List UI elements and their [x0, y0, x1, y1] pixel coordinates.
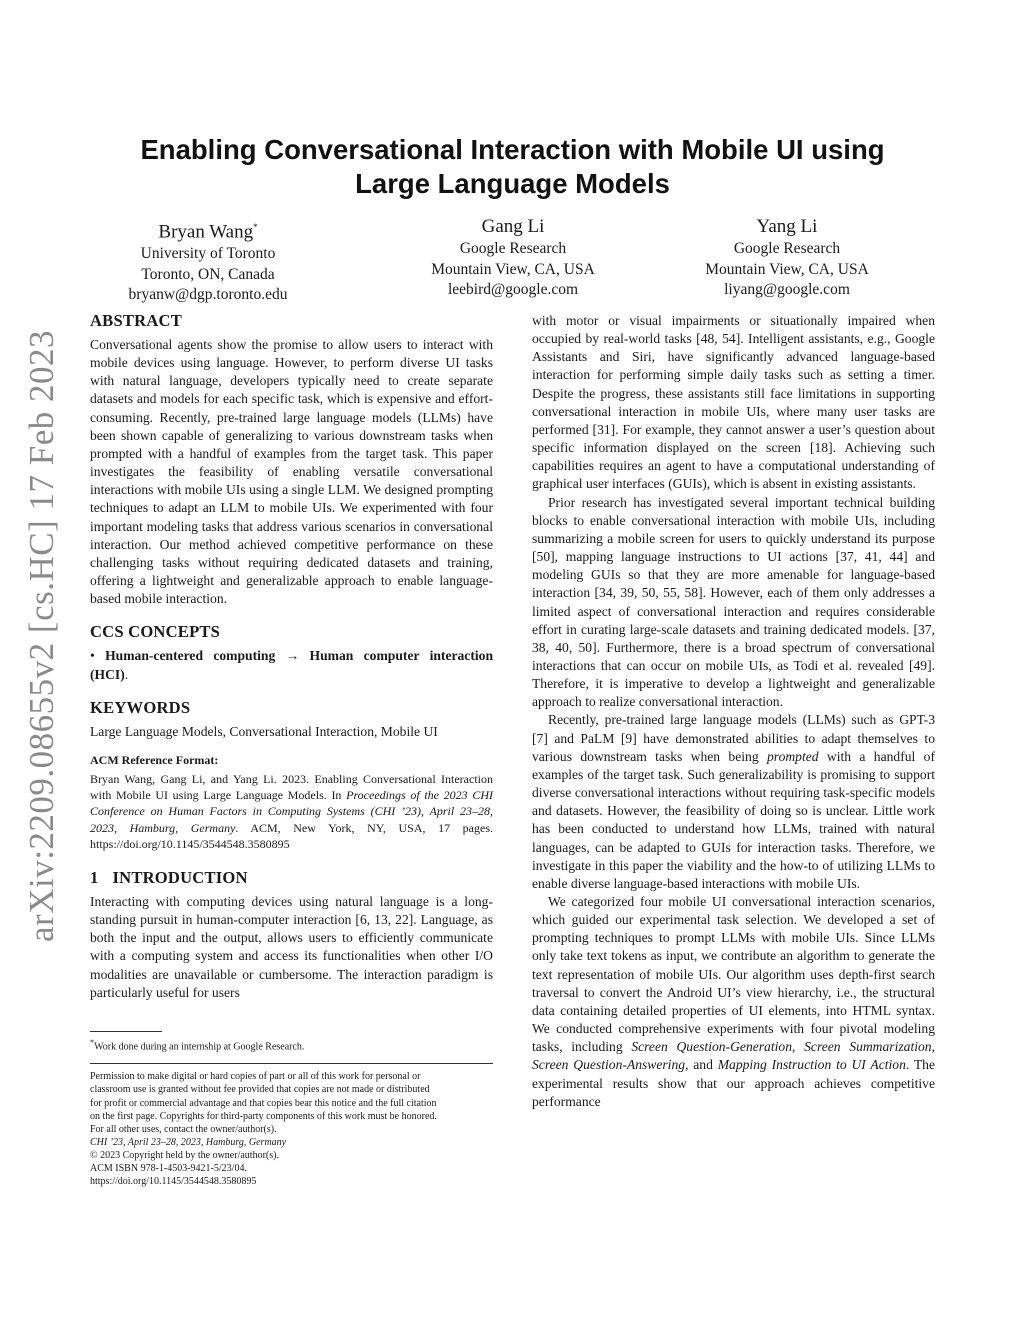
permission-line: classroom use is granted without fee provided that copies are not made or distributed: [90, 1084, 430, 1096]
author-affiliation: Google Research: [733, 240, 841, 257]
footnote-rule: [90, 1031, 162, 1032]
abstract-text: Conversational agents show the promise to allow users to interact with mobile devices using language. However, to perform diverse UI tasks with natural language, developers typically need to create separate datasets and models for each specific task, which is expensive and effort-consuming. Recently, pre-trained large language models (LLMs) have been shown capable of generalizing to various downstream tasks when prompted with a handful of examples from the target task. This paper investigates the feasibility of enabling versatile conversational interactions with mobile UIs using a single LLM. We designed prompting techniques to adapt an LLM to mobile UIs. We experimented with four important modeling tasks that address various scenarios in conversational interaction. Our method achieved competitive performance on these challenging tasks without requiring dedicated datasets and training, offering a lightweight and generalizable approach to enable language-based mobile interaction.: [90, 337, 493, 607]
ccs-subconcept: Human computer interaction (HCI): [90, 648, 494, 682]
para3-emphasis: prompted: [766, 748, 819, 764]
intro-paragraph-1: with motor or visual impairments or situationally impaired when occupied by real-world tasks [48, 54]. Intelligent assistants, e.g., Google Assistants and Siri, have significantly advanced language-based interaction for performing simple daily tasks such as setting a timer. Despite the progress, these assistants still face limitations in supporting conversational interaction in mobile UIs, where many user tasks are performed [31]. For example, they cannot answer a user’s question about specific information displayed on the screen [18]. Achieving such capabilities requires an agent to have a computational understanding of graphical user interfaces (GUIs), which is absent in existing assistants.: [532, 313, 935, 492]
ccs-concepts: [90, 647, 493, 683]
task-separator: ,: [792, 1039, 805, 1055]
footnotes-block: [90, 1031, 493, 1188]
copyright-line: © 2023 Copyright held by the owner/author(s).: [90, 1149, 279, 1161]
ccs-end: .: [124, 666, 129, 682]
author-affiliation: Google Research: [459, 240, 567, 257]
left-column: [90, 311, 493, 1002]
author-email: leebird@google.com: [447, 281, 579, 298]
task-question-generation: Screen Question-Generation: [631, 1039, 793, 1055]
permission-line: on the first page. Copyrights for third-party components of this work must be honored.: [90, 1110, 437, 1122]
para3-part-a: Recently, pre-trained large language models (LLMs) such as GPT-3 [7] and PaLM [9] have demonstrated abilities to adapt themselves to various downstream tasks when being: [532, 712, 935, 764]
section-number: 1: [90, 867, 99, 887]
task-separator: , and: [685, 1057, 718, 1073]
author-1: [78, 215, 338, 306]
intro-left-paragraph: Interacting with computing devices using natural language is a long-standing pursuit in human-computer interaction [6, 13, 22]. Language, as both the input and the output, allows users to efficiently communicate with a computing system and access its functionalities when other I/O modalities are unavailable or cumbersome. The interaction paradigm is particularly useful for users: [90, 893, 493, 1000]
intro-heading: [90, 868, 493, 888]
para3-part-b: with a handful of examples of the target task. Such generalizability is promising to support diverse conversational interactions without requiring task-specific models and datasets. However, the feasibility of doing so is unclear. Little work has been conducted to understand how LLMs, trained with natural languages, can be adapted to GUIs for interaction tasks. Therefore, we investigate in this paper the viability and the how-to of utilizing LLMs to enable diverse language-based interactions with mobile UIs.: [532, 748, 935, 891]
permission-rule: [90, 1063, 493, 1064]
acm-reference-part2: . ACM, New York, NY, USA, 17 pages. https://doi.org/10.1145/3544548.3580895: [90, 820, 494, 851]
author-email: bryanw@dgp.toronto.edu: [128, 286, 288, 304]
intro-paragraph-3: [532, 711, 935, 893]
para4-part-b: . The experimental results show that our approach achieves competitive performance: [532, 1057, 935, 1109]
footnote-text: Work done during an internship at Google Research.: [94, 1041, 305, 1053]
isbn-line: ACM ISBN 978-1-4503-9421-5/23/04.: [90, 1162, 247, 1174]
author-footnote-mark: *: [253, 222, 258, 232]
keywords-heading: KEYWORDS: [90, 697, 191, 717]
author-location: Mountain View, CA, USA: [705, 260, 869, 278]
permission-line: For all other uses, contact the owner/author(s).: [90, 1123, 277, 1135]
ccs-arrow: →: [285, 648, 300, 664]
intro-paragraph-4: [532, 893, 935, 1111]
title-line-2: Large Language Models: [355, 168, 670, 199]
title-line-1: Enabling Conversational Interaction with Mobile UI using: [140, 134, 885, 165]
right-column: [532, 312, 935, 1111]
arxiv-stamp: arXiv:2209.08655v2 [cs.HC] 17 Feb 2023: [22, 329, 61, 942]
doi-link[interactable]: https://doi.org/10.1145/3544548.3580895: [90, 1176, 257, 1188]
conference-venue: [90, 1136, 493, 1149]
permission-line: Permission to make digital or hard copies of part or all of this work for personal or: [90, 1071, 421, 1083]
footnote-mark: *: [90, 1038, 95, 1047]
acm-reference-heading: ACM Reference Format:: [90, 752, 219, 767]
ccs-bullet: •: [90, 648, 95, 664]
author-name: Bryan Wang: [158, 221, 254, 243]
ccs-heading: CCS CONCEPTS: [90, 622, 221, 642]
task-instruction-mapping: Mapping Instruction to UI Action: [717, 1057, 906, 1073]
permission-block: [90, 1070, 493, 1188]
author-location: Toronto, ON, Canada: [141, 265, 275, 283]
para4-part-a: We categorized four mobile UI conversational interaction scenarios, which guided our experimental task selection. We developed a set of prompting techniques to prompt LLMs with mobile UIs. Since LLMs only take text tokens as input, we contribute an algorithm to generate the text representation of mobile UIs. Our algorithm uses depth-first search traversal to convert the Android UI’s view hierarchy, i.e., the structural data containing detailed properties of UI elements, into HTML syntax. We conducted comprehensive experiments with four pivotal modeling tasks, including: [532, 894, 935, 1055]
task-separator: ,: [931, 1039, 936, 1055]
acm-reference-text: [90, 771, 493, 852]
footnote: [90, 1036, 493, 1053]
abstract-heading: ABSTRACT: [90, 311, 182, 330]
author-location: Mountain View, CA, USA: [431, 260, 595, 278]
task-question-answering: Screen Question-Answering: [532, 1057, 686, 1073]
acm-reference-proceedings: Proceedings of the 2023 CHI Conference on Human Factors in Computing Systems (CHI ’23), April 23–28, 2023, Hamburg, Germany: [90, 788, 493, 835]
acm-reference-part1: Bryan Wang, Gang Li, and Yang Li. 2023. Enabling Conversational Interaction with Mobile UI using Large Language Models. In: [90, 771, 493, 803]
task-summarization: Screen Summarization: [804, 1039, 932, 1055]
author-3: [657, 215, 917, 301]
paper-title: [90, 133, 935, 201]
keywords-text: Large Language Models, Conversational Interaction, Mobile UI: [90, 723, 438, 739]
conference-venue-text: CHI ’23, April 23–28, 2023, Hamburg, Germany: [90, 1136, 287, 1148]
intro-paragraph-2: Prior research has investigated several important technical building blocks to enable conversational interaction with mobile UIs, including summarizing a mobile screen for users to quickly understand its purpose [50], mapping language instructions to UI actions [37, 41, 44] and modeling GUIs so that they are more amenable for language-based interaction [34, 39, 50, 55, 58]. However, each of them only addresses a limited aspect of conversational interaction and requires considerable effort in curating large-scale datasets and training dedicated models. [37, 38, 40, 50]. Furthermore, there is a broad spectrum of conversational interactions that can occur on mobile UIs, as Todi et al. revealed [49]. Therefore, it is imperative to develop a lightweight and generalizable approach to realize conversational interaction.: [532, 494, 935, 710]
author-2: [383, 215, 643, 301]
author-affiliation: University of Toronto: [140, 245, 276, 263]
author-email: liyang@google.com: [724, 281, 850, 298]
author-name: Gang Li: [481, 216, 545, 237]
permission-line: for profit or commercial advantage and that copies bear this notice and the full citation: [90, 1097, 437, 1109]
author-name: Yang Li: [756, 216, 818, 237]
ccs-concept: Human-centered computing: [105, 648, 276, 664]
section-title: INTRODUCTION: [112, 867, 248, 887]
